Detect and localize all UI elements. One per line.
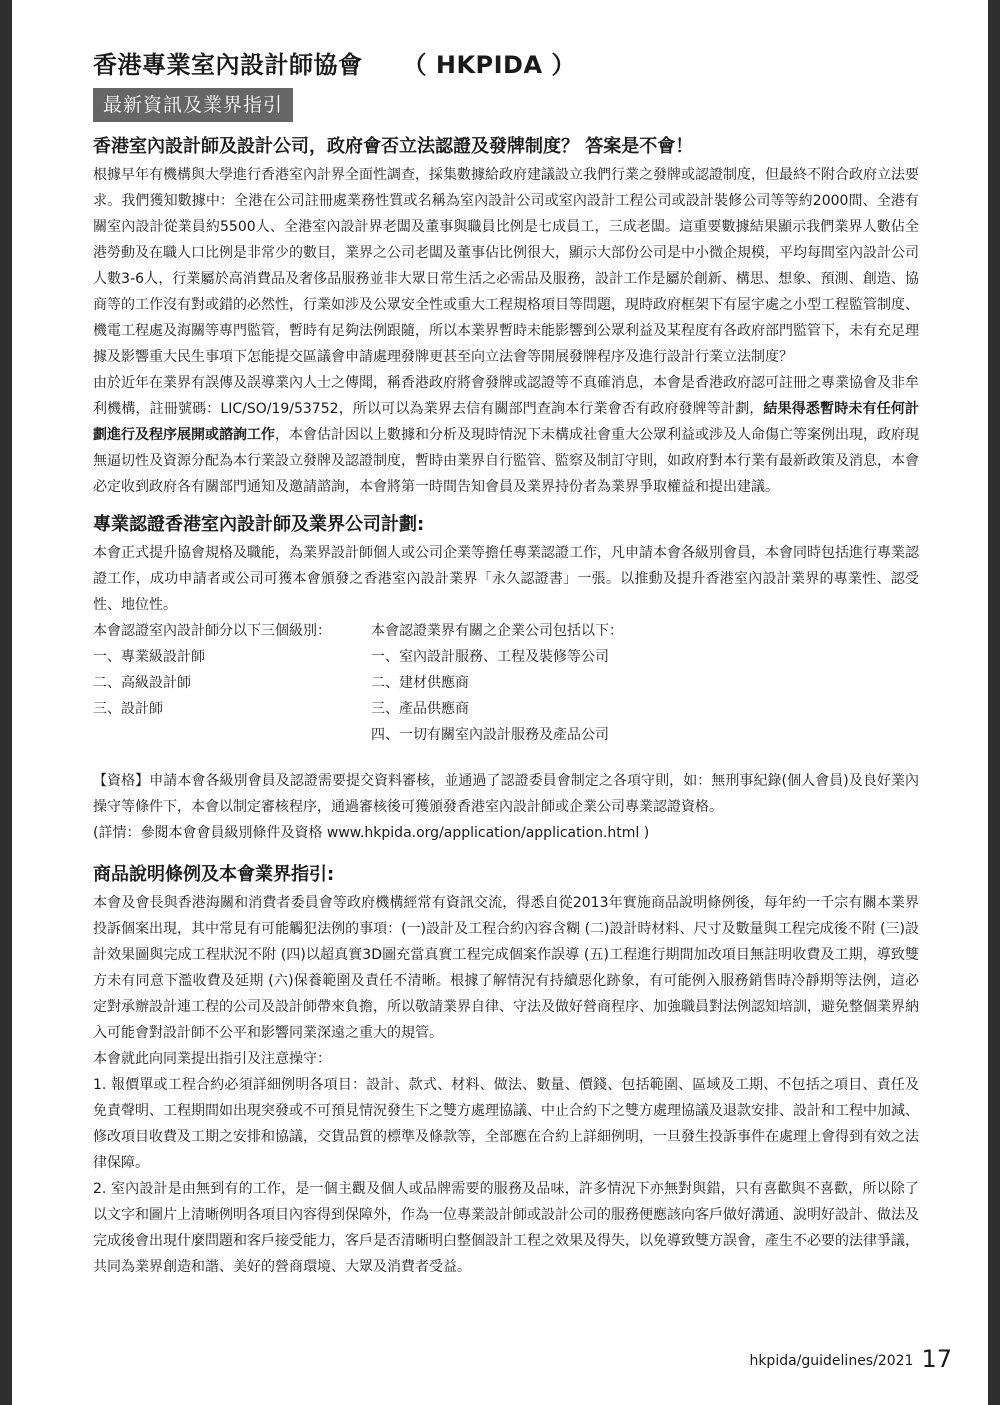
- section-trade-descriptions-paragraph-1: 本會及會長與香港海關和消費者委員會等政府機構經常有資訊交流，得悉自從2013年實施商品說明條例後，每年約一千宗有關本業界投訴個案出現，其中常見有可能觸犯法例的事項：(一)設計及工程合約內容含糊 (二)設計時材料、尺寸及數量與工程完成後不附 (三)設計效果圖與完成工程狀況不附 (四)以超真實3D圖充當真實工程完成個案作誤導 (五)工程進行期間加改項目無註明收費及工期，導致雙方未有同意下濫收費及延期 (六)保養範圍及責任不清晰。根據了解情況有持續惡化跡象，有可能例入服務銷售時冷靜期等法例，這必定對承辦設計連工程的公司及設計師帶來負擔，所以敬請業界自律、守法及做好營商程序、加強職員對法例認知培訓，避免整個業界納入可能會對設計師不公平和影響同業深遠之重大的規管。: [93, 895, 919, 1041]
- right-page-edge: [988, 0, 1000, 1405]
- section-licensing-paragraph-2: [93, 370, 919, 500]
- page-content: [93, 48, 919, 1280]
- guideline-item-2: 2. 室內設計是由無到有的工作，是一個主觀及個人或品牌需要的服務及品味，許多情況下亦無對與錯，只有喜歡與不喜歡，所以除了以文字和圖片上清晰例明各項目內容得到保障外，作為一位專業設計師或設計公司的服務便應該向客戶做好溝通、說明好設計、做法及完成後會出現什麼問題和客戶接受能力，客戶是否清晰明白整個設計工程之效果及得失，以免導致雙方誤會，產生不必要的法律爭議，共同為業界創造和諧、美好的營商環境、大眾及消費者受益。: [93, 1181, 919, 1275]
- list-item: 三、產品供應商: [371, 701, 469, 717]
- section-certification-title: 專業認證香港室內設計師及業界公司計劃:: [93, 514, 425, 535]
- organization-name: 香港專業室內設計師協會: [93, 51, 363, 79]
- section-licensing: [93, 132, 919, 500]
- company-types-list: [371, 618, 919, 748]
- section-trade-descriptions: [93, 860, 919, 1280]
- details-link-text: (詳情：參閱本會會員級別條件及資格 www.hkpida.org/application/application.html ): [93, 825, 650, 841]
- guideline-item-1: 1. 報價單或工程合約必須詳細例明各項目：設計、款式、材料、做法、數量、價錢、包括範圍、區域及工期、不包括之項目、責任及免責聲明、工程期間如出現突發或不可預見情況發生下之雙方處理協議、中止合約下之雙方處理協議及退款安排、設計和工程中加減、修改項目收費及工期之安排和協議，交貨品質的標準及條款等，全部應在合約上詳細例明，一旦發生投訴事件在處理上會得到有效之法律保障。: [93, 1077, 919, 1171]
- section-certification-paragraph: 本會正式提升協會規格及職能，為業界設計師個人或公司企業等擔任專業認證工作，凡申請本會各級別會員，本會同時包括進行專業認證工作，成功申請者或公司可獲本會頒發之香港室內設計業界「永久認證書」一張。以推動及提升香港室內設計業界的專業性、認受性、地位性。: [93, 545, 919, 613]
- list-item: 二、高級設計師: [93, 675, 191, 691]
- section-trade-descriptions-paragraph-2: 本會就此向同業提出指引及注意操守：: [93, 1051, 331, 1067]
- section-trade-descriptions-title: 商品說明條例及本會業界指引:: [93, 864, 335, 885]
- organization-title: [93, 48, 919, 82]
- footer-url: hkpida/guidelines/2021: [749, 1353, 914, 1369]
- list-item: 一、專業級設計師: [93, 649, 205, 665]
- section-licensing-paragraph-1: 根據早年有機構與大學進行香港室內計界全面性調查，採集數據給政府建議設立我們行業之發牌或認證制度，但最終不附合政府立法要求。我們獲知數據中：全港在公司註冊處業務性質或名稱為室內設計公司或室內設計工程公司或設計裝修公司等等約2000間、全港有關室內設計從業員約5500人、全港室內設計界老闆及董事與職員比例是七成員工，三成老闆。這重要數據結果顯示我們業界人數佔全港勞動及在職人口比例是非常少的數目，業界之公司老闆及董事佔比例很大，顯示大部份公司是中小微企規模，平均每間室內設計公司人數3-6人，行業屬於高消費品及奢侈品服務並非大眾日常生活之必需品及服務，設計工作是屬於創新、構思、想象、預測、創造、協商等的工作沒有對或錯的必然性，行業如涉及公眾安全性或重大工程規格項目等問題，現時政府框架下有屋宇處之小型工程監管制度、機電工程處及海關等專門監管，暫時有足夠法例跟隨，所以本業界暫時未能影響到公眾利益及某程度有各政府部門監管下，未有充足理據及影響重大民生事項下怎能提交區議會申請處理發牌更甚至向立法會等開展發牌程序及進行設計行業立法制度？: [93, 167, 919, 365]
- organization-abbreviation: （ HKPIDA ）: [402, 51, 576, 79]
- certification-lists: [93, 618, 919, 748]
- designer-levels-list: [93, 618, 371, 748]
- page-footer: [749, 1342, 952, 1376]
- section-banner: 最新資訊及業界指引: [93, 88, 293, 122]
- qualification-paragraph: 【資格】申請本會各級別會員及認證需要提交資料審核，並通過了認證委員會制定之各項守則，如：無刑事紀錄(個人會員)及良好業內操守等條件下，本會以制定審核程序，通過審核後可獲頒發香港室內設計師或企業公司專業認證資格。: [93, 773, 919, 815]
- list-item: 三、設計師: [93, 701, 163, 717]
- paragraph-bold-text: 結果得悉暫時未有任何計劃進行及程序展開或諮詢工作: [93, 401, 919, 443]
- paragraph-text: 由於近年在業界有誤傳及誤導業內人士之傳聞，稱香港政府將會發牌或認證等不真確消息，本會是香港政府認可註冊之專業協會及非牟利機構，註冊號碼：LIC/SO/19/53752，所以可以為業界去信有關部門查詢本行業會否有政府發牌等計劃，: [93, 375, 919, 417]
- paragraph-text: ，本會估計因以上數據和分析及現時情況下未構成社會重大公眾利益或涉及人命傷亡等案例出現，政府現無逼切性及資源分配為本行業設立發牌及認證制度，暫時由業界自行監管、監察及制訂守則，如政府對本行業有最新政策及消息，本會必定收到政府各有關部門通知及邀請諮詢，本會將第一時間告知會員及業界持份者為業界爭取權益和提出建議。: [93, 427, 919, 495]
- list-item: 四、一切有關室內設計服務及產品公司: [371, 727, 609, 743]
- designer-levels-heading: 本會認證室內設計師分以下三個級別：: [93, 623, 331, 639]
- section-certification: [93, 510, 919, 846]
- list-item: 二、建材供應商: [371, 675, 469, 691]
- list-item: 一、室內設計服務、工程及裝修等公司: [371, 649, 609, 665]
- left-page-edge: [0, 0, 12, 1405]
- section-licensing-title: 香港室內設計師及設計公司，政府會否立法認證及發牌制度？ 答案是不會！: [93, 136, 694, 157]
- page-number: 17: [921, 1345, 952, 1373]
- company-types-heading: 本會認證業界有關之企業公司包括以下：: [371, 623, 623, 639]
